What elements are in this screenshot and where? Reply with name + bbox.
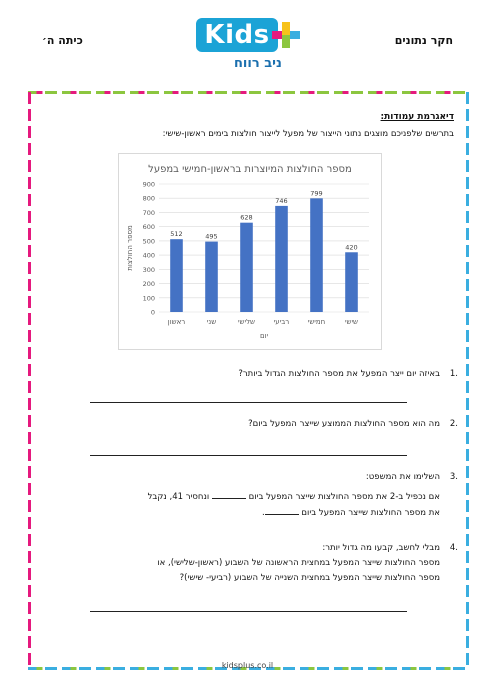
- topic-label: חקר נתונים: [394, 34, 453, 47]
- bar: [310, 198, 323, 312]
- bar: [345, 252, 358, 312]
- top-dashed-border: [28, 91, 469, 94]
- y-tick-label: 800: [142, 194, 155, 203]
- y-tick-label: 200: [142, 280, 155, 289]
- chart-title: מספר החולצות המיוצרות בראשון-חמישי במפעל: [148, 164, 352, 175]
- footer-url[interactable]: kidsplus.co.il: [221, 661, 274, 670]
- intro-text: בתרשים שלפניכם מוצגים נתוני הייצור של מפעל לייצור חולצות בימים ראשון-שישי:: [162, 129, 454, 139]
- question-text: מה הוא מספר החולצות הממוצע שייצר המפעל ביום?: [248, 419, 440, 429]
- plus-icon: [272, 20, 300, 50]
- question-1: [60, 367, 458, 382]
- data-label: 746: [275, 196, 288, 205]
- sentence-part: אם נכפיל ב-2 את מספר החולצות שייצר המפעל ביום: [248, 492, 440, 502]
- question-3: [60, 470, 458, 521]
- bar: [275, 206, 288, 312]
- y-tick-label: 100: [142, 294, 155, 303]
- kids-logo: [190, 18, 298, 76]
- data-label: 799: [310, 189, 323, 198]
- question-text: מבלי לחשב, קבעו מה גדול יותר:: [322, 543, 440, 553]
- bar: [240, 223, 253, 312]
- question-number: 4.: [449, 543, 458, 553]
- data-label: 628: [240, 213, 253, 222]
- y-tick-label: 300: [142, 265, 155, 274]
- data-label: 420: [345, 243, 358, 252]
- y-tick-label: 500: [142, 237, 155, 246]
- y-tick-label: 900: [142, 180, 155, 189]
- x-tick-label: חמישי: [307, 318, 326, 326]
- y-tick-label: 700: [142, 208, 155, 217]
- bar: [205, 242, 218, 312]
- bar-chart-svg: [119, 154, 381, 349]
- question-2: [60, 417, 458, 432]
- answer-line-2[interactable]: [90, 455, 407, 456]
- sentence-part: .: [261, 508, 265, 518]
- data-label: 512: [170, 230, 183, 239]
- bar: [170, 239, 183, 312]
- question-line: מספר החולצות שייצר המפעל במחצית הראשונה של השבוע (ראשון-שלישי), או: [157, 558, 440, 568]
- fill-blank-2[interactable]: [265, 505, 299, 515]
- x-tick-label: רביעי: [273, 318, 290, 326]
- sentence-part: ונחסיר 41, נקבל: [147, 492, 210, 502]
- sentence-part: את מספר החולצות שייצר המפעל ביום: [301, 508, 440, 518]
- question-text: באיזה יום ייצר המפעל את מספר החולצות הגדול ביותר?: [238, 369, 440, 379]
- right-dashed-border: [466, 92, 469, 667]
- x-tick-label: ראשון: [167, 318, 186, 326]
- y-tick-label: 600: [142, 223, 155, 232]
- x-axis-label: יום: [259, 332, 269, 340]
- bar-chart: [118, 153, 382, 350]
- x-tick-label: שישי: [344, 318, 359, 326]
- question-line: מספר החולצות שייצר המפעל במחצית השנייה של השבוע (רביעי- שישי)?: [179, 573, 440, 583]
- y-tick-label: 400: [142, 251, 155, 260]
- question-number: 2.: [449, 419, 458, 429]
- x-tick-label: שלישי: [237, 318, 256, 326]
- answer-line-1[interactable]: [90, 402, 407, 403]
- answer-line-4[interactable]: [90, 611, 407, 612]
- y-tick-label: 0: [150, 308, 155, 317]
- data-label: 495: [205, 232, 218, 241]
- fill-blank-1[interactable]: [212, 489, 246, 499]
- left-dashed-border: [28, 92, 31, 667]
- question-number: 1.: [449, 369, 458, 379]
- logo-text: Kids: [196, 18, 278, 52]
- question-4: [60, 541, 458, 586]
- section-title: דיאגרמת עמודות:: [380, 112, 454, 122]
- class-label: כיתה ה׳: [42, 34, 83, 47]
- x-tick-label: שני: [206, 318, 217, 326]
- question-number: 3.: [449, 472, 458, 482]
- y-axis-label: מספר החולצות: [126, 225, 134, 271]
- question-text: השלימו את המשפט:: [365, 472, 440, 482]
- logo-subtitle: ניב רווח: [234, 56, 282, 71]
